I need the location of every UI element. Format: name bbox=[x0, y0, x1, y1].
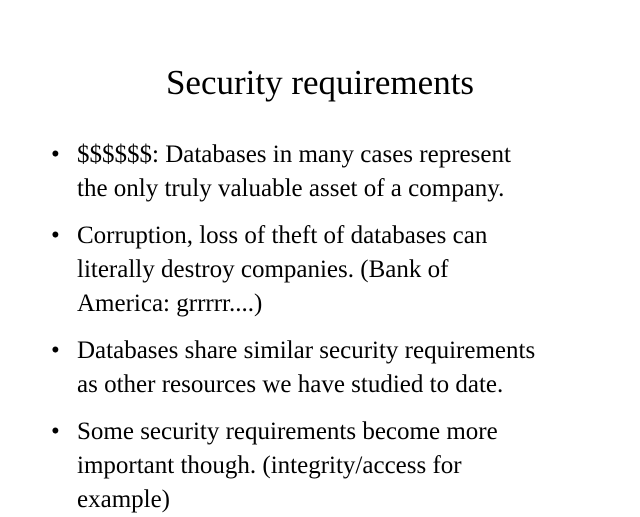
bullet-line: literally destroy companies. (Bank of bbox=[77, 256, 449, 283]
bullet-line: example) bbox=[77, 486, 171, 513]
bullet-item bbox=[0, 415, 640, 517]
bullet-line: Databases share similar security requirements bbox=[77, 337, 536, 364]
bullet-item bbox=[0, 334, 640, 402]
bullet-line: important though. (integrity/access for bbox=[77, 452, 462, 479]
bullet-icon: • bbox=[51, 418, 60, 445]
bullet-list bbox=[0, 138, 640, 517]
bullet-line: Corruption, loss of theft of databases can bbox=[77, 222, 488, 249]
bullet-icon: • bbox=[51, 141, 60, 168]
bullet-text bbox=[77, 219, 606, 321]
bullet-text bbox=[77, 334, 606, 402]
bullet-text bbox=[77, 138, 606, 206]
bullet-text bbox=[77, 415, 606, 517]
bullet-item bbox=[0, 138, 640, 206]
bullet-item bbox=[0, 219, 640, 321]
bullet-line: $$$$$$: Databases in many cases represent bbox=[77, 141, 511, 168]
bullet-line: the only truly valuable asset of a company. bbox=[77, 175, 505, 202]
bullet-line: Some security requirements become more bbox=[77, 418, 498, 445]
bullet-icon: • bbox=[51, 337, 60, 364]
bullet-line: America: grrrrr....) bbox=[77, 290, 263, 317]
slide-title: Security requirements bbox=[165, 63, 475, 102]
bullet-line: as other resources we have studied to date. bbox=[77, 371, 504, 398]
bullet-icon: • bbox=[51, 222, 60, 249]
